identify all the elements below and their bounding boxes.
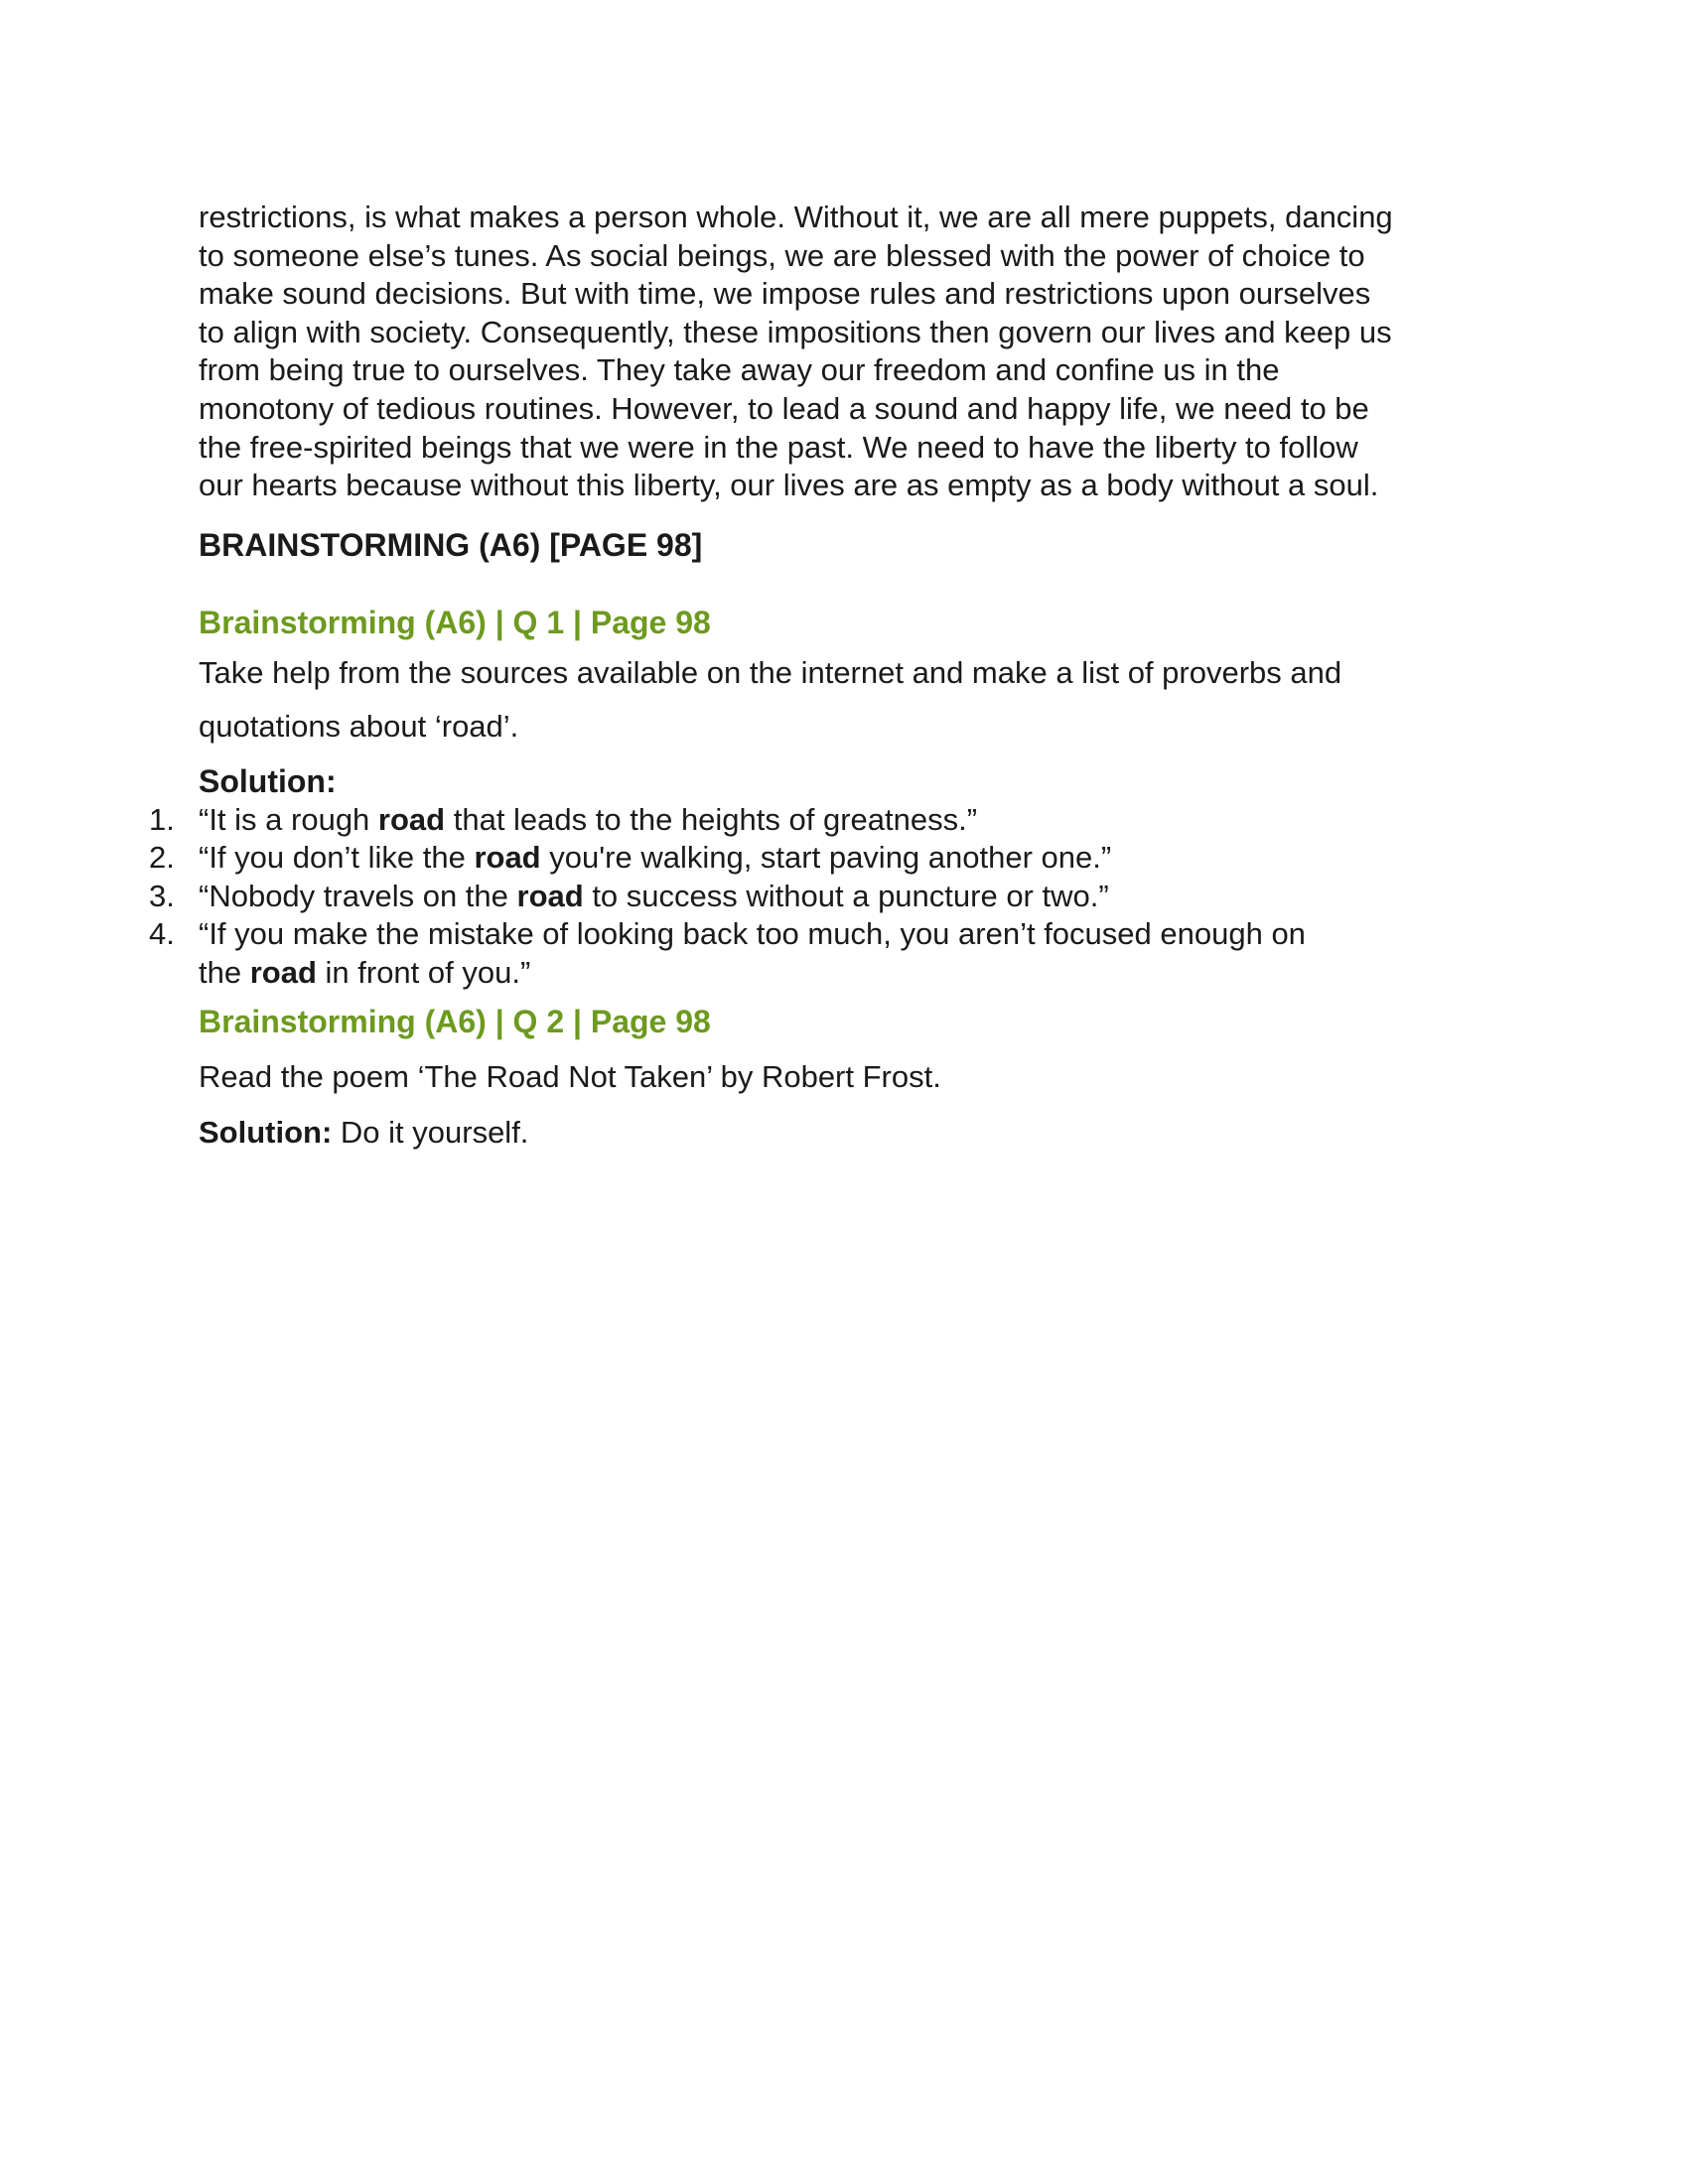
quote-line: “If you make the mistake of looking back too much, you aren’t focused enough on — [199, 916, 1306, 952]
paragraph-line: our hearts because without this liberty, our lives are as empty as a body without a soul. — [199, 468, 1379, 503]
question-line: quotations about ‘road’. — [199, 708, 519, 744]
paragraph-line: monotony of tedious routines. However, to lead a sound and happy life, we need to be — [199, 390, 1369, 426]
solution-text: Do it yourself. — [332, 1115, 529, 1151]
question-line: Take help from the sources available on the internet and make a list of proverbs and — [199, 654, 1342, 690]
section-heading: BRAINSTORMING (A6) [PAGE 98] — [199, 526, 703, 563]
question-2-heading: Brainstorming (A6) | Q 2 | Page 98 — [199, 1004, 711, 1040]
quote-line: “If you don’t like the road you're walking, start paving another one.” — [199, 840, 1112, 876]
paragraph-line: restrictions, is what makes a person whole. Without it, we are all mere puppets, dancing — [199, 200, 1393, 234]
list-number: 4. — [149, 916, 175, 952]
quote-line: “Nobody travels on the road to success without a puncture or two.” — [199, 878, 1109, 913]
list-number: 1. — [149, 801, 175, 837]
paragraph-line: to someone else’s tunes. As social beings, we are blessed with the power of choice to — [199, 237, 1365, 273]
quote-list — [149, 801, 1509, 993]
paragraph-line: the free-spirited beings that we were in the past. We need to have the liberty to follow — [199, 429, 1358, 465]
paragraph-line: from being true to ourselves. They take away our freedom and confine us in the — [199, 352, 1280, 388]
question-1-heading: Brainstorming (A6) | Q 1 | Page 98 — [199, 604, 711, 640]
solution-label: Solution: — [199, 762, 337, 799]
list-number: 3. — [149, 878, 175, 913]
list-item — [149, 915, 1509, 992]
paragraph-line: to align with society. Consequently, these impositions then govern our lives and keep us — [199, 314, 1392, 349]
list-item — [149, 839, 1509, 878]
question-1-text — [199, 646, 1509, 753]
list-number: 2. — [149, 840, 175, 876]
quote-line: the road in front of you.” — [199, 954, 531, 990]
document-page — [149, 199, 1509, 1153]
paragraph-line: make sound decisions. But with time, we impose rules and restrictions upon ourselves — [199, 276, 1371, 312]
intro-paragraph — [199, 199, 1509, 505]
list-item — [149, 801, 1509, 840]
solution-label: Solution: — [199, 1115, 333, 1151]
quote-line: “It is a rough road that leads to the heights of greatness.” — [199, 801, 978, 837]
question-2-text: Read the poem ‘The Road Not Taken’ by Robert Frost. — [199, 1059, 941, 1095]
question-2-solution — [199, 1113, 1509, 1153]
list-item — [149, 878, 1509, 916]
